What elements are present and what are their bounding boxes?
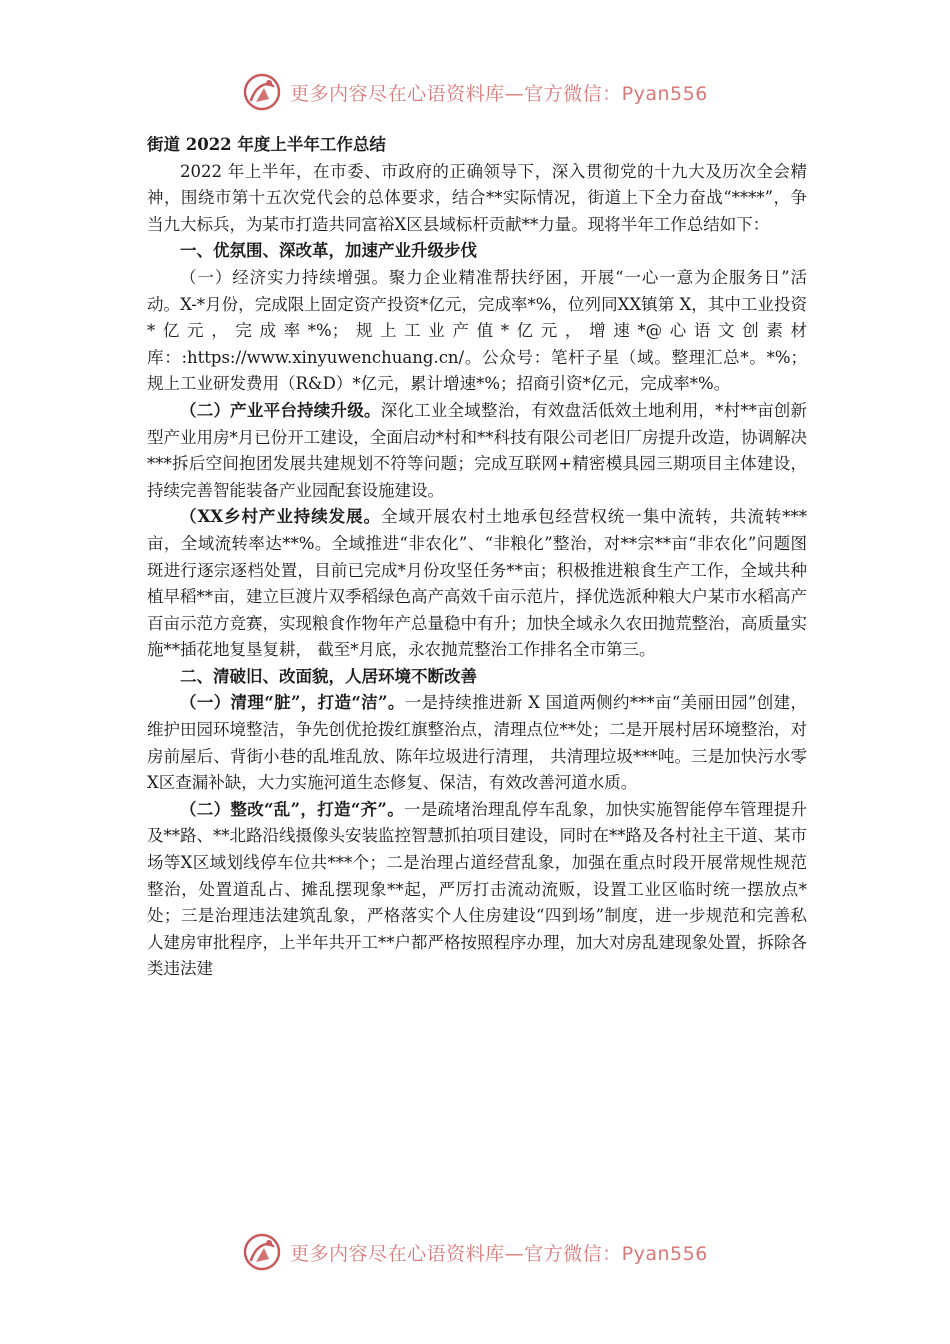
brand-logo-icon (242, 1232, 282, 1272)
brand-logo-icon (242, 72, 282, 112)
intro-paragraph: 2022 年上半年，在市委、市政府的正确领导下，深入贯彻党的十九大及历次全会精神，围绕市第十五次党代会的总体要求，结合**实际情况，街道上下全力奋战“****”，争当九大标兵，为某市打造共同富裕X区县域标杆贡献**力量。现将半年工作总结如下： (147, 161, 807, 234)
section1-paragraph2-body: 深化工业全域整治，有效盘活低效土地利用，*村**亩创新型产业用房*月已份开工建设，全面启动*村和**科技有限公司老旧厂房提升改造，协调解决***拆后空间抱团发展共建规划不符等问题；完成互联网+精密模具园三期项目主体建设，持续完善智能装备产业园配套设施建设。 (147, 400, 808, 500)
section1-paragraph3-lead: （XX乡村产业持续发展。 (180, 507, 382, 527)
section2-paragraph1 (147, 690, 807, 796)
section1-paragraph1: （一）经济实力持续增强。聚力企业精准帮扶纾困，开展“一心一意为企服务日”活动。X-*月份，完成限上固定资产投资*亿元，完成率*%，位列同XX镇第 X，其中工业投资*亿元，完成率*%；规上工业产值*亿元，增速*@心语文创素材库：:https://www.xinyuwenchuang.cn/。公众号：笔杆子星（域。整理汇总*。*%；规上工业研发费用（R&D）*亿元，累计增速*%；招商引资*亿元，完成率*%。 (147, 267, 807, 394)
section1-paragraph2-lead: （二）产业平台持续升级。 (180, 400, 381, 420)
section2-heading: 二、清破旧、改面貌，人居环境不断改善 (180, 666, 477, 686)
section1-paragraph3-body: 全域开展农村土地承包经营权统一集中流转，共流转***亩，全域流转率达**%。全域推进“非农化”、“非粮化”整治，对**宗**亩“非农化”问题图斑进行逐宗逐档处置，目前已完成*月份攻坚任务**亩；积极推进粮食生产工作，全域共种植早稻**亩，建立巨渡片双季稻绿色高产高效千亩示范片，择优选派种粮大户某市水稻高产百亩示范方竞赛，实现粮食作物年产总量稳中有升；加快全域永久农田抛荒整治，高质量实施**插花地复垦复耕， 截至*月底，永农抛荒整治工作排名全市第三。 (147, 507, 808, 660)
section1-paragraph3 (147, 504, 807, 664)
section2-paragraph1-lead: （一）清理“脏”，打造“洁”。 (180, 693, 405, 713)
section2-paragraph2-body: 一是疏堵治理乱停车乱象，加快实施智能停车管理提升及**路、**北路沿线摄像头安装监控智慧抓拍项目建设，同时在**路及各村社主干道、某市场等X区域划线停车位共***个；二是治理占道经营乱象，加强在重点时段开展常规性规范整治，处置道乱占、摊乱摆现象**起，严厉打击流动流贩，设置工业区临时统一摆放点*处；三是治理违法建筑乱象，严格落实个人住房建设“四到场”制度，进一步规范和完善私人建房审批程序，上半年共开工**户都严格按照程序办理，加大对房乱建现象处置，拆除各类违法建 (147, 799, 807, 979)
section1-paragraph2 (147, 398, 807, 504)
section2-paragraph2 (147, 797, 807, 983)
banner-text: 更多内容尽在心语资料库—官方微信：Pyan556 (290, 1242, 708, 1265)
section1-heading: 一、优氛围、深改革，加速产业升级步伐 (180, 241, 477, 261)
banner-text: 更多内容尽在心语资料库—官方微信：Pyan556 (290, 82, 708, 105)
footer-banner (0, 1230, 950, 1274)
header-banner (0, 70, 950, 114)
section2-paragraph2-lead: （二）整改“乱”，打造“齐”。 (180, 799, 405, 819)
section2-paragraph1-body: 一是持续推进新 X 国道两侧约***亩“美丽田园”创建，维护田园环境整洁，争先创优抢拨红旗整治点，清理点位**处；二是开展村居环境整治，对房前屋后、背街小巷的乱堆乱放、陈年垃圾进行清理， 共清理垃圾***吨。三是加快污水零X区查漏补缺，大力实施河道生态修复、保洁，有效改善河道水质。 (147, 693, 808, 793)
document-title: 街道 2022 年度上半年工作总结 (147, 135, 386, 154)
document-body (147, 132, 807, 983)
